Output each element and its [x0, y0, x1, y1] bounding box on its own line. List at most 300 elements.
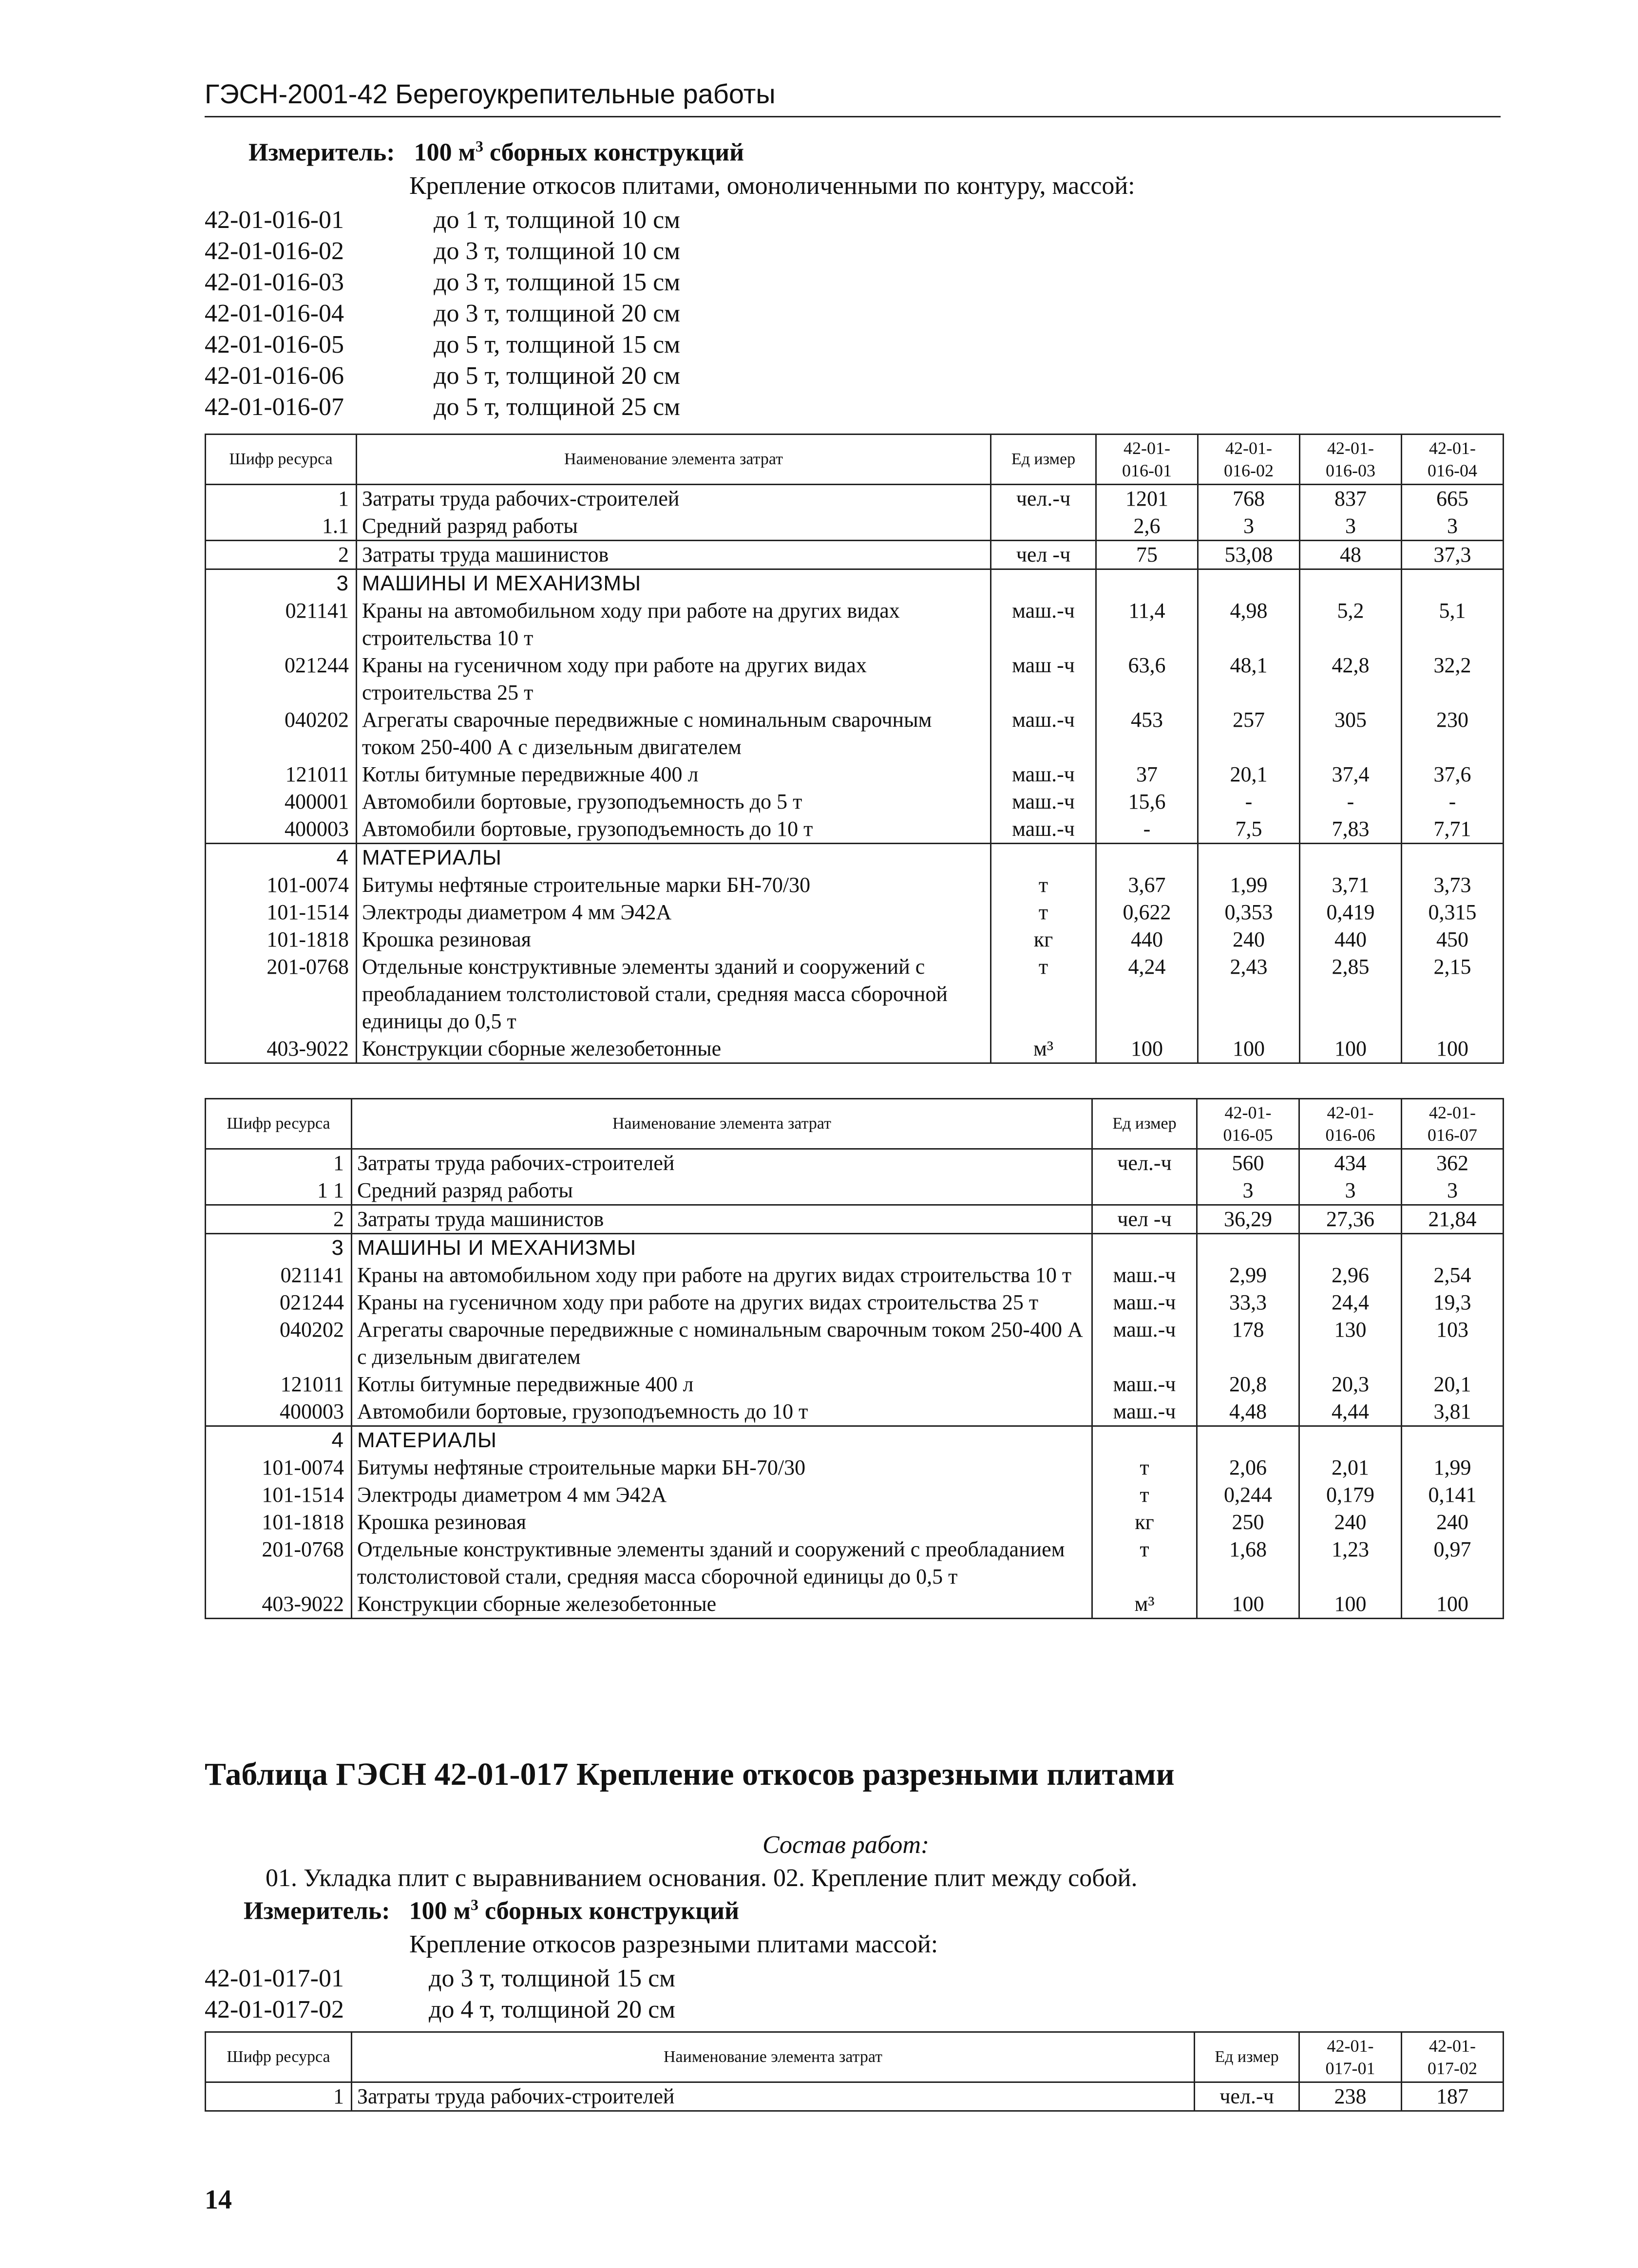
norm-value: 4,24 — [1096, 953, 1198, 1035]
table-header-row — [206, 435, 1504, 485]
item-desc: до 5 т, толщиной 20 см — [434, 362, 681, 390]
norm-value: 7,5 — [1198, 815, 1300, 844]
norm-value: 560 — [1197, 1149, 1299, 1177]
table-row — [206, 926, 1504, 953]
col-head-unit: Ед измер — [1195, 2032, 1299, 2082]
table-row — [206, 652, 1504, 706]
unit-cell — [991, 512, 1096, 541]
norm-value: 453 — [1096, 706, 1198, 761]
table-row — [206, 706, 1504, 761]
resource-table-016-05-07 — [205, 1098, 1504, 1619]
item-code: 42-01-016-01 — [205, 206, 344, 234]
cost-element-name: Агрегаты сварочные передвижные с номинальным сварочным током 250-400 А с дизельным двигателем — [357, 706, 991, 761]
table-row — [206, 2082, 1504, 2111]
code-item — [205, 392, 789, 423]
table-row — [206, 1509, 1504, 1536]
item-desc: до 4 т, толщиной 20 см — [429, 1996, 676, 2023]
col-head-norm: 42-01- 016-03 — [1300, 435, 1402, 485]
resource-code: 1 — [206, 485, 357, 513]
norm-value: 7,83 — [1300, 815, 1402, 844]
table-row — [206, 512, 1504, 541]
resource-code: 1 — [206, 2082, 352, 2111]
norm-value: 434 — [1299, 1149, 1402, 1177]
norm-value: 187 — [1402, 2082, 1504, 2111]
sostav-text: 01. Укладка плит с выравниванием основания. 02. Крепление плит между собой. — [266, 1864, 1138, 1892]
cost-element-name: Отдельные конструктивные элементы зданий и сооружений с преобладанием толстолистовой стали, средняя масса сборочной единицы до 0,5 т — [352, 1536, 1092, 1590]
norm-value: 0,622 — [1096, 899, 1198, 926]
norm-value: 103 — [1402, 1316, 1504, 1371]
norm-value — [1198, 844, 1300, 872]
norm-value: 24,4 — [1299, 1289, 1402, 1316]
cost-element-name: Средний разряд работы — [352, 1177, 1092, 1205]
norm-value: 100 — [1299, 1590, 1402, 1619]
table-title-42-01-017: Таблица ГЭСН 42-01-017 Крепление откосов разрезными плитами — [205, 1757, 1175, 1792]
measure-tail: сборных конструкций — [483, 138, 744, 167]
resource-code: 101-1818 — [206, 1509, 352, 1536]
norm-value — [1402, 569, 1504, 598]
cost-element-name: Крошка резиновая — [352, 1509, 1092, 1536]
norm-value: 2,85 — [1300, 953, 1402, 1035]
table-header-row — [206, 1099, 1504, 1149]
norm-value: 37,3 — [1402, 541, 1504, 569]
resource-code: 040202 — [206, 1316, 352, 1371]
norm-value — [1096, 569, 1198, 598]
col-head-code: Шифр ресурса — [206, 2032, 352, 2082]
unit-cell: чел.-ч — [1092, 1149, 1197, 1177]
item-code: 42-01-016-02 — [205, 237, 344, 265]
measure-sup: 3 — [476, 137, 484, 155]
table-row — [206, 1590, 1504, 1619]
section-row — [206, 569, 1504, 598]
cost-element-name: Затраты труда машинистов — [357, 541, 991, 569]
norm-value: 37,4 — [1300, 761, 1402, 788]
norm-value: 100 — [1300, 1035, 1402, 1063]
table-row — [206, 788, 1504, 815]
item-desc: до 5 т, толщиной 25 см — [434, 393, 681, 421]
norm-value: 37 — [1096, 761, 1198, 788]
code-item — [205, 205, 789, 236]
table-row — [206, 1371, 1504, 1398]
norm-value: 837 — [1300, 485, 1402, 513]
norm-value — [1299, 1426, 1402, 1455]
norm-value: 100 — [1402, 1590, 1504, 1619]
resource-code: 400003 — [206, 815, 357, 844]
cost-element-name: Затраты труда рабочих-строителей — [352, 1149, 1092, 1177]
norm-value: 100 — [1198, 1035, 1300, 1063]
norm-value: - — [1198, 788, 1300, 815]
norm-value: 20,8 — [1197, 1371, 1299, 1398]
norm-value: 2,96 — [1299, 1262, 1402, 1289]
norm-value: 32,2 — [1402, 652, 1504, 706]
table-row — [206, 1205, 1504, 1234]
norm-value: 0,179 — [1299, 1481, 1402, 1509]
col-head-unit: Ед измер — [991, 435, 1096, 485]
resource-code: 021244 — [206, 652, 357, 706]
norm-value: 11,4 — [1096, 597, 1198, 652]
norm-value: 665 — [1402, 485, 1504, 513]
item-desc: до 3 т, толщиной 20 см — [434, 300, 681, 327]
norm-value: 15,6 — [1096, 788, 1198, 815]
norm-value: 250 — [1197, 1509, 1299, 1536]
table-row — [206, 1536, 1504, 1590]
unit-cell — [1092, 1426, 1197, 1455]
item-code: 42-01-016-03 — [205, 268, 344, 296]
norm-value: 21,84 — [1402, 1205, 1504, 1234]
col-head-norm: 42-01- 016-07 — [1402, 1099, 1504, 1149]
resource-code: 3 — [206, 569, 357, 598]
norm-value: 240 — [1402, 1509, 1504, 1536]
norm-value: 3 — [1402, 1177, 1504, 1205]
col-head-norm: 42-01- 017-01 — [1299, 2032, 1402, 2082]
norm-value — [1096, 844, 1198, 872]
unit-cell: чел -ч — [1092, 1205, 1197, 1234]
item-desc: до 3 т, толщиной 15 см — [429, 1965, 676, 1992]
unit-cell: маш.-ч — [991, 597, 1096, 652]
unit-cell — [991, 844, 1096, 872]
block1-code-list — [205, 205, 789, 423]
item-desc: до 3 т, толщиной 10 см — [434, 237, 681, 265]
norm-value — [1402, 1234, 1504, 1262]
norm-value: 48 — [1300, 541, 1402, 569]
norm-value: 3 — [1299, 1177, 1402, 1205]
header-rule — [205, 116, 1501, 117]
measure-label: Измеритель: — [248, 138, 395, 167]
resource-code: 101-0074 — [206, 1454, 352, 1481]
norm-value: 5,1 — [1402, 597, 1504, 652]
unit-cell: т — [991, 953, 1096, 1035]
cost-element-name: Автомобили бортовые, грузоподъемность до 5 т — [357, 788, 991, 815]
cost-element-name: МАШИНЫ И МЕХАНИЗМЫ — [352, 1234, 1092, 1262]
code-item — [205, 1963, 789, 1994]
unit-cell: маш.-ч — [1092, 1289, 1197, 1316]
resource-code: 400001 — [206, 788, 357, 815]
cost-element-name: МАТЕРИАЛЫ — [352, 1426, 1092, 1455]
table-row — [206, 1316, 1504, 1371]
resource-code: 121011 — [206, 1371, 352, 1398]
cost-element-name: Затраты труда рабочих-строителей — [352, 2082, 1195, 2111]
table-row — [206, 953, 1504, 1035]
resource-code: 1.1 — [206, 512, 357, 541]
norm-value: 0,244 — [1197, 1481, 1299, 1509]
norm-value: 7,71 — [1402, 815, 1504, 844]
resource-code: 040202 — [206, 706, 357, 761]
code-item — [205, 298, 789, 329]
norm-value: 1,68 — [1197, 1536, 1299, 1590]
norm-value — [1299, 1234, 1402, 1262]
item-desc: до 5 т, толщиной 15 см — [434, 331, 681, 359]
resource-code: 101-1818 — [206, 926, 357, 953]
section-row — [206, 844, 1504, 872]
code-item — [205, 360, 789, 392]
norm-value: - — [1402, 788, 1504, 815]
norm-value — [1197, 1234, 1299, 1262]
resource-code: 403-9022 — [206, 1035, 357, 1063]
measure-sup: 3 — [471, 1896, 479, 1913]
norm-value: 2,43 — [1198, 953, 1300, 1035]
norm-value: 4,98 — [1198, 597, 1300, 652]
item-desc: до 1 т, толщиной 10 см — [434, 206, 681, 234]
col-head-name: Наименование элемента затрат — [357, 435, 991, 485]
resource-code: 021141 — [206, 597, 357, 652]
norm-value: 2,6 — [1096, 512, 1198, 541]
table-row — [206, 485, 1504, 513]
cost-element-name: Затраты труда рабочих-строителей — [357, 485, 991, 513]
code-item — [205, 236, 789, 267]
resource-code: 021141 — [206, 1262, 352, 1289]
col-head-norm: 42-01- 016-06 — [1299, 1099, 1402, 1149]
norm-value: 37,6 — [1402, 761, 1504, 788]
cost-element-name: Битумы нефтяные строительные марки БН-70/30 — [352, 1454, 1092, 1481]
cost-element-name: Автомобили бортовые, грузоподъемность до 10 т — [357, 815, 991, 844]
item-code: 42-01-017-01 — [205, 1965, 344, 1992]
table-row — [206, 1149, 1504, 1177]
norm-value: 440 — [1300, 926, 1402, 953]
item-code: 42-01-016-04 — [205, 300, 344, 327]
norm-value: 0,353 — [1198, 899, 1300, 926]
cost-element-name: Битумы нефтяные строительные марки БН-70/30 — [357, 871, 991, 899]
norm-value: 1,99 — [1402, 1454, 1504, 1481]
norm-value: 100 — [1402, 1035, 1504, 1063]
resource-table-016-01-04 — [205, 434, 1504, 1064]
norm-value: 768 — [1198, 485, 1300, 513]
norm-value: 4,44 — [1299, 1398, 1402, 1426]
unit-cell: маш.-ч — [1092, 1398, 1197, 1426]
resource-code: 2 — [206, 541, 357, 569]
norm-value: 5,2 — [1300, 597, 1402, 652]
norm-value — [1402, 844, 1504, 872]
norm-value: 3 — [1198, 512, 1300, 541]
norm-value: 63,6 — [1096, 652, 1198, 706]
cost-element-name: МАТЕРИАЛЫ — [357, 844, 991, 872]
cost-element-name: Средний разряд работы — [357, 512, 991, 541]
cost-element-name: Затраты труда машинистов — [352, 1205, 1092, 1234]
unit-cell: маш.-ч — [1092, 1316, 1197, 1371]
norm-value: 130 — [1299, 1316, 1402, 1371]
norm-value: 362 — [1402, 1149, 1504, 1177]
unit-cell — [1092, 1234, 1197, 1262]
norm-value: 3 — [1402, 512, 1504, 541]
norm-value: 100 — [1197, 1590, 1299, 1619]
table-row — [206, 597, 1504, 652]
norm-value: 178 — [1197, 1316, 1299, 1371]
norm-value: 1,99 — [1198, 871, 1300, 899]
norm-value: 0,141 — [1402, 1481, 1504, 1509]
norm-value: 20,1 — [1402, 1371, 1504, 1398]
resource-code: 101-1514 — [206, 899, 357, 926]
norm-value: 450 — [1402, 926, 1504, 953]
measure-line — [248, 137, 744, 167]
cost-element-name: Краны на гусеничном ходу при работе на других видах строительства 25 т — [352, 1289, 1092, 1316]
col-head-norm: 42-01- 016-02 — [1198, 435, 1300, 485]
resource-code: 2 — [206, 1205, 352, 1234]
col-head-code: Шифр ресурса — [206, 435, 357, 485]
resource-code: 121011 — [206, 761, 357, 788]
table-row — [206, 1262, 1504, 1289]
unit-cell: маш.-ч — [1092, 1262, 1197, 1289]
norm-value: 0,419 — [1300, 899, 1402, 926]
norm-value — [1300, 569, 1402, 598]
col-head-name: Наименование элемента затрат — [352, 1099, 1092, 1149]
norm-value: 20,3 — [1299, 1371, 1402, 1398]
resource-code: 021244 — [206, 1289, 352, 1316]
norm-value: 3,81 — [1402, 1398, 1504, 1426]
norm-value: - — [1300, 788, 1402, 815]
unit-cell: маш.-ч — [991, 706, 1096, 761]
norm-value: 3 — [1300, 512, 1402, 541]
norm-value: 20,1 — [1198, 761, 1300, 788]
norm-value — [1300, 844, 1402, 872]
sostav-label: Состав работ: — [762, 1831, 930, 1859]
table-row — [206, 815, 1504, 844]
norm-value: 42,8 — [1300, 652, 1402, 706]
norm-value: 4,48 — [1197, 1398, 1299, 1426]
resource-code: 4 — [206, 1426, 352, 1455]
unit-cell: кг — [1092, 1509, 1197, 1536]
norm-value: 2,54 — [1402, 1262, 1504, 1289]
cost-element-name: Агрегаты сварочные передвижные с номинальным сварочным током 250-400 А с дизельным двигателем — [352, 1316, 1092, 1371]
block1-intro: Крепление откосов плитами, омоноличенными по контуру, массой: — [409, 172, 1135, 200]
col-head-code: Шифр ресурса — [206, 1099, 352, 1149]
norm-value: 19,3 — [1402, 1289, 1504, 1316]
resource-table-017 — [205, 2031, 1504, 2112]
unit-cell: т — [991, 899, 1096, 926]
cost-element-name: Краны на гусеничном ходу при работе на других видах строительства 25 т — [357, 652, 991, 706]
table-row — [206, 1177, 1504, 1205]
norm-value: 3 — [1197, 1177, 1299, 1205]
table-row — [206, 761, 1504, 788]
col-head-norm: 42-01- 016-04 — [1402, 435, 1504, 485]
norm-value: 305 — [1300, 706, 1402, 761]
norm-value: 0,97 — [1402, 1536, 1504, 1590]
norm-value: 48,1 — [1198, 652, 1300, 706]
col-head-name: Наименование элемента затрат — [352, 2032, 1195, 2082]
resource-code: 4 — [206, 844, 357, 872]
item-code: 42-01-016-05 — [205, 331, 344, 359]
norm-value: 2,01 — [1299, 1454, 1402, 1481]
unit-cell: маш.-ч — [991, 788, 1096, 815]
item-code: 42-01-016-07 — [205, 393, 344, 421]
norm-value: 257 — [1198, 706, 1300, 761]
table-header-row — [206, 2032, 1504, 2082]
norm-value: 230 — [1402, 706, 1504, 761]
unit-cell: маш -ч — [991, 652, 1096, 706]
resource-code: 101-1514 — [206, 1481, 352, 1509]
unit-cell: маш.-ч — [991, 761, 1096, 788]
norm-value: 238 — [1299, 2082, 1402, 2111]
norm-value: 2,99 — [1197, 1262, 1299, 1289]
table-row — [206, 899, 1504, 926]
norm-value: 3,67 — [1096, 871, 1198, 899]
norm-value: 440 — [1096, 926, 1198, 953]
resource-code: 1 — [206, 1149, 352, 1177]
table-row — [206, 871, 1504, 899]
unit-cell: чел -ч — [991, 541, 1096, 569]
item-code: 42-01-016-06 — [205, 362, 344, 390]
measure-line-2 — [244, 1896, 739, 1925]
measure-value: 100 м — [409, 1897, 471, 1925]
unit-cell: чел.-ч — [991, 485, 1096, 513]
norm-value: - — [1096, 815, 1198, 844]
unit-cell: т — [1092, 1536, 1197, 1590]
section-row — [206, 1426, 1504, 1455]
norm-value: 240 — [1299, 1509, 1402, 1536]
table-row — [206, 1454, 1504, 1481]
norm-value: 1,23 — [1299, 1536, 1402, 1590]
section2-intro: Крепление откосов разрезными плитами массой: — [409, 1930, 938, 1958]
code-item — [205, 1994, 789, 2025]
measure-tail: сборных конструкций — [478, 1897, 740, 1925]
norm-value: 33,3 — [1197, 1289, 1299, 1316]
resource-code: 101-0074 — [206, 871, 357, 899]
cost-element-name: Конструкции сборные железобетонные — [357, 1035, 991, 1063]
norm-value: 75 — [1096, 541, 1198, 569]
norm-value — [1198, 569, 1300, 598]
table-row — [206, 541, 1504, 569]
norm-value: 36,29 — [1197, 1205, 1299, 1234]
norm-value: 2,06 — [1197, 1454, 1299, 1481]
measure-label: Измеритель: — [244, 1897, 390, 1925]
cost-element-name: Электроды диаметром 4 мм Э42А — [352, 1481, 1092, 1509]
unit-cell: т — [1092, 1454, 1197, 1481]
unit-cell — [1092, 1177, 1197, 1205]
norm-value: 3,73 — [1402, 871, 1504, 899]
code-item — [205, 329, 789, 360]
section2-code-list — [205, 1963, 789, 2025]
measure-value: 100 м — [414, 138, 476, 167]
cost-element-name: Электроды диаметром 4 мм Э42А — [357, 899, 991, 926]
norm-value: 2,15 — [1402, 953, 1504, 1035]
running-header: ГЭСН-2001-42 Берегоукрепительные работы — [205, 78, 776, 109]
norm-value: 0,315 — [1402, 899, 1504, 926]
cost-element-name: Крошка резиновая — [357, 926, 991, 953]
cost-element-name: МАШИНЫ И МЕХАНИЗМЫ — [357, 569, 991, 598]
table-row — [206, 1035, 1504, 1063]
cost-element-name: Котлы битумные передвижные 400 л — [352, 1371, 1092, 1398]
col-head-norm: 42-01- 016-05 — [1197, 1099, 1299, 1149]
table-row — [206, 1481, 1504, 1509]
cost-element-name: Автомобили бортовые, грузоподъемность до 10 т — [352, 1398, 1092, 1426]
cost-element-name: Краны на автомобильном ходу при работе на других видах строительства 10 т — [357, 597, 991, 652]
cost-element-name: Краны на автомобильном ходу при работе на других видах строительства 10 т — [352, 1262, 1092, 1289]
unit-cell — [991, 569, 1096, 598]
norm-value — [1197, 1426, 1299, 1455]
cost-element-name: Котлы битумные передвижные 400 л — [357, 761, 991, 788]
item-code: 42-01-017-02 — [205, 1996, 344, 2023]
code-item — [205, 267, 789, 298]
col-head-unit: Ед измер — [1092, 1099, 1197, 1149]
norm-value: 100 — [1096, 1035, 1198, 1063]
norm-value: 53,08 — [1198, 541, 1300, 569]
col-head-norm: 42-01- 017-02 — [1402, 2032, 1504, 2082]
resource-code: 3 — [206, 1234, 352, 1262]
section-row — [206, 1234, 1504, 1262]
unit-cell: м³ — [991, 1035, 1096, 1063]
unit-cell: кг — [991, 926, 1096, 953]
unit-cell: чел.-ч — [1195, 2082, 1299, 2111]
col-head-norm: 42-01- 016-01 — [1096, 435, 1198, 485]
resource-code: 201-0768 — [206, 1536, 352, 1590]
norm-value: 240 — [1198, 926, 1300, 953]
norm-value: 3,71 — [1300, 871, 1402, 899]
page-number: 14 — [205, 2185, 232, 2215]
norm-value: 27,36 — [1299, 1205, 1402, 1234]
norm-value — [1402, 1426, 1504, 1455]
resource-code: 403-9022 — [206, 1590, 352, 1619]
norm-value: 1201 — [1096, 485, 1198, 513]
resource-code: 400003 — [206, 1398, 352, 1426]
resource-code: 1 1 — [206, 1177, 352, 1205]
unit-cell: т — [1092, 1481, 1197, 1509]
